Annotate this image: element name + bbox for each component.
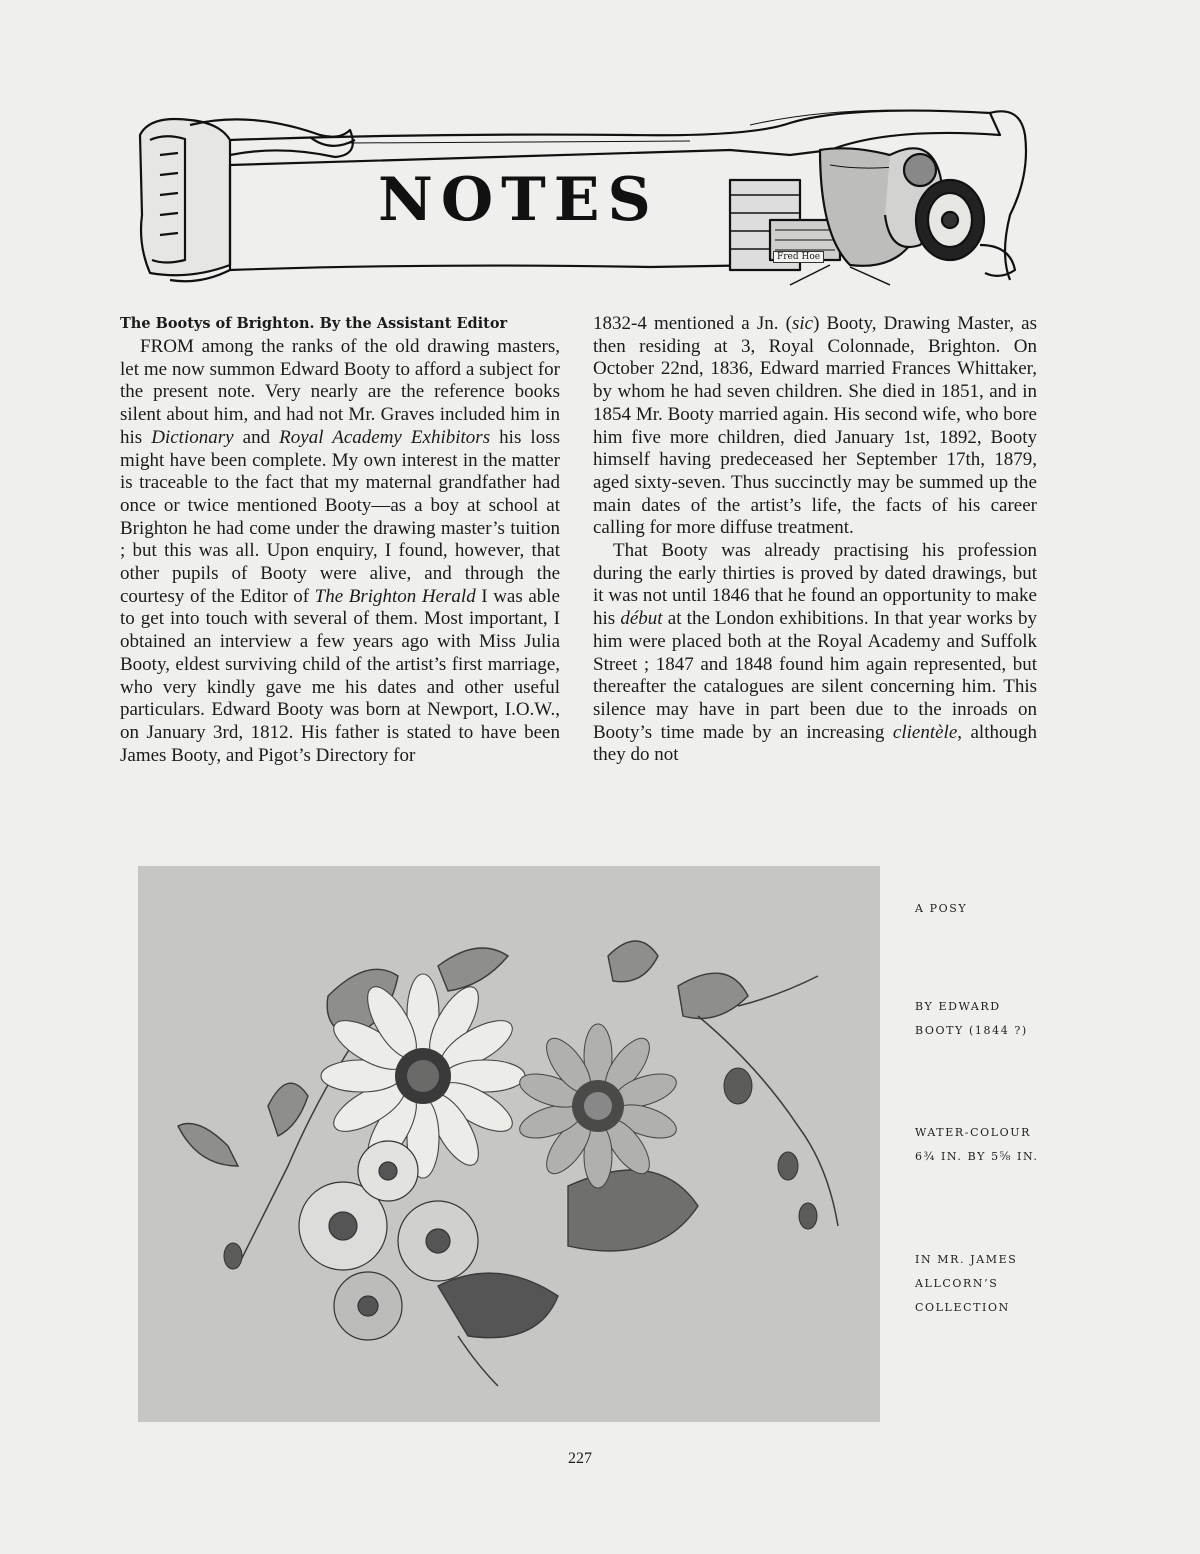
right-paragraph-1 [593, 313, 1037, 540]
caption-collection-line2: ALLCORN’S [915, 1277, 999, 1290]
caption-collection [915, 1248, 1145, 1320]
page-title: NOTES [378, 165, 659, 235]
caption-artist [915, 995, 1145, 1043]
posy-illustration [138, 866, 880, 1422]
caption-title-text: A POSY [915, 902, 968, 915]
left-italic-herald: The Brighton Herald [314, 585, 476, 607]
right-italic-sic: sic [791, 313, 814, 334]
notes-banner [130, 95, 1030, 295]
right-paragraph-2 [593, 540, 1037, 767]
left-column [120, 313, 560, 767]
caption-size-text: 6¾ IN. BY 5⅝ IN. [915, 1150, 1039, 1163]
right-column [593, 313, 1037, 767]
caption-medium [915, 1121, 1145, 1169]
flower-bouquet-image [138, 866, 880, 1422]
artist-signature: Fred Hoe [773, 251, 824, 263]
left-italic-dictionary: Dictionary [151, 426, 234, 448]
left-italic-exhibitors: Royal Academy Exhibitors [279, 426, 491, 448]
left-text-1: FROM among the ranks of the old drawing masters, let me now summon Edward Booty to afford a subject for the present note. Very nearly are the reference books silent about him, and had not Mr. Graves included him in his [120, 336, 560, 448]
right-italic-debut: début [620, 608, 663, 630]
left-text-3: his loss might have been complete. My own interest in the matter is traceable to the fact that my maternal grandfather had once or twice mentioned Booty—as a boy at school at Brighton he had come under the drawing master’s tuition ; but this was all. Upon enquiry, I found, however, that other pupils of Booty were alive, and through the courtesy of the Editor of [120, 426, 560, 607]
caption-artist-line2: BOOTY (1844 ?) [915, 1024, 1028, 1037]
caption-title [915, 897, 1145, 921]
page-number: 227 [568, 1450, 592, 1467]
left-text-4: I was able to get into touch with several of them. Most important, I obtained an interview a few years ago with Miss Julia Booty, eldest surviving child of the artist’s first marriage, who very kindly gave me his dates and other useful particulars. Edward Booty was born at Newport, I.O.W., on January 3rd, 1812. His father is stated to have been James Booty, and Pigot’s Directory for [120, 585, 560, 766]
right-text-4: at the London exhibitions. In that year works by him were placed both at the Royal Academy and Suffolk Street ; 1847 and 1848 found him again represented, but thereafter the catalogues are silent concerning him. This silence may have in part been due to the inroads on Booty’s time made by an increasing [593, 608, 1037, 743]
right-text-1: 1832-4 mentioned a Jn. ( [593, 313, 792, 334]
right-italic-clientele: clientèle [892, 721, 958, 743]
article-heading: The Bootys of Brighton. By the Assistant Editor [120, 315, 508, 332]
caption-collection-line1: IN MR. JAMES [915, 1253, 1018, 1266]
caption-collection-line3: COLLECTION [915, 1301, 1010, 1314]
right-text-2: ) Booty, Drawing Master, as then residing at 3, Royal Colonnade, Brighton. On October 22nd, 1836, Edward married Frances Whittaker, by whom he had seven children. She died in 1851, and in 1854 Mr. Booty married again. His second wife, who bore him five more children, died January 1st, 1892, Booty himself having predeceased her September 17th, 1879, aged sixty-seven. Thus succinctly may be summed up the main dates of the artist’s life, the facts of his career calling for more diffuse treatment. [593, 313, 1037, 539]
left-paragraph [120, 336, 560, 767]
caption-medium-text: WATER-COLOUR [915, 1126, 1031, 1139]
right-text-5: , although they do not [593, 721, 1037, 766]
left-text-2: and [233, 426, 280, 448]
right-text-3: That Booty was already practising his profession during the early thirties is proved by dated drawings, but it was not until 1846 that he found an opportunity to make his [593, 540, 1037, 630]
caption-artist-line1: BY EDWARD [915, 1000, 1001, 1013]
